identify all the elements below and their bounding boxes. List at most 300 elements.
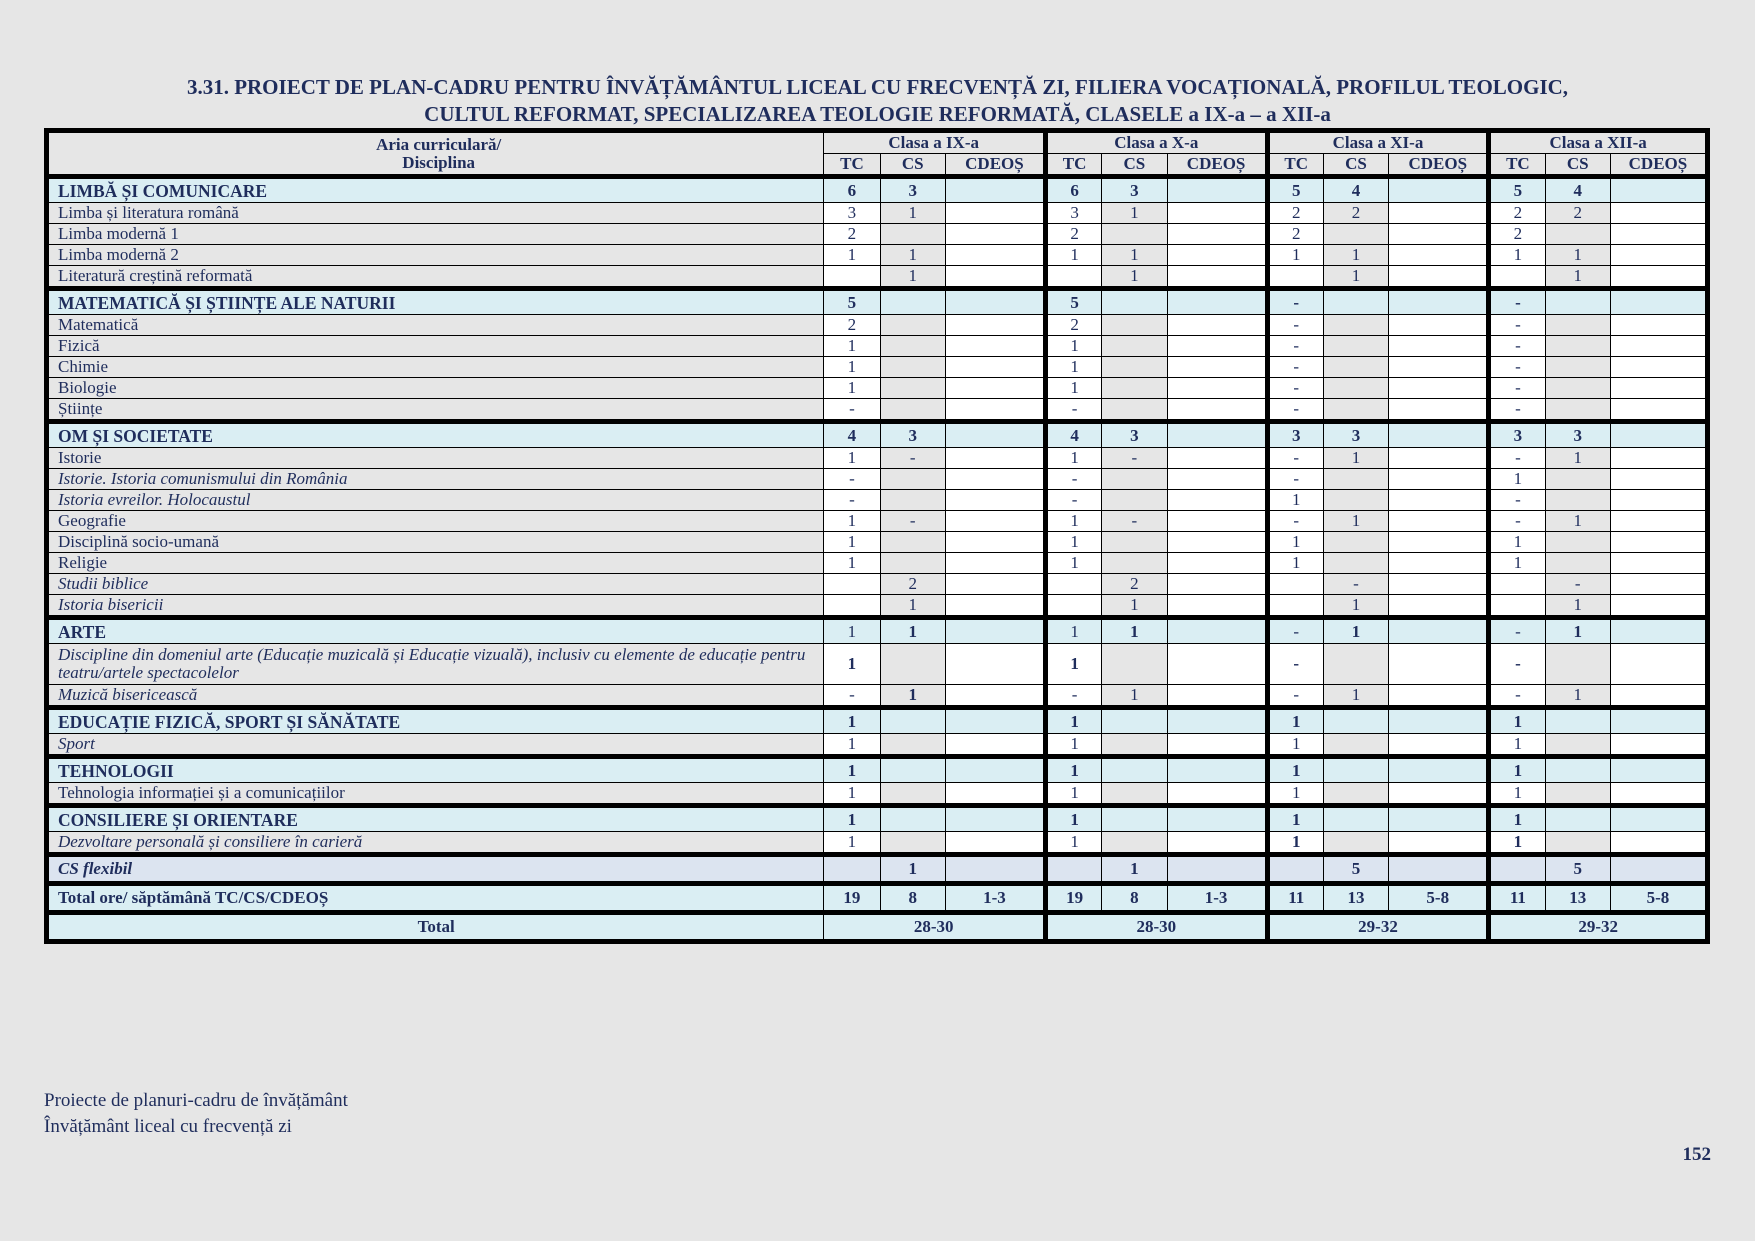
header-row-classes bbox=[47, 131, 1708, 154]
cell-tc bbox=[824, 574, 880, 595]
cell-cs bbox=[880, 336, 945, 357]
cell-cdeos bbox=[1167, 532, 1267, 553]
row-name: EDUCAȚIE FIZICĂ, SPORT ȘI SĂNĂTATE bbox=[47, 708, 824, 734]
cell-tc bbox=[1045, 574, 1101, 595]
cell-cdeos bbox=[1167, 315, 1267, 336]
cell-tc: - bbox=[824, 490, 880, 511]
cell-cdeos bbox=[1167, 757, 1267, 783]
cell-cdeos bbox=[1167, 336, 1267, 357]
row-name: Biologie bbox=[47, 378, 824, 399]
cell-cs: 3 bbox=[880, 422, 945, 448]
cell-cdeos bbox=[1167, 832, 1267, 855]
cell-cs: 1 bbox=[1102, 618, 1167, 644]
row-name: Disciplină socio-umană bbox=[47, 532, 824, 553]
cell-tc: 1 bbox=[1489, 553, 1545, 574]
cell-cs: 1 bbox=[1323, 245, 1388, 266]
cell-cdeos bbox=[1610, 553, 1707, 574]
cell-cdeos bbox=[1389, 245, 1489, 266]
cell-cdeos bbox=[1167, 490, 1267, 511]
cell-cs bbox=[1545, 708, 1610, 734]
cell-tc: - bbox=[1045, 399, 1101, 422]
cell-tc: - bbox=[1267, 511, 1323, 532]
cell-cdeos bbox=[1389, 595, 1489, 618]
cell-tc: 6 bbox=[1045, 177, 1101, 203]
cell-cdeos bbox=[945, 224, 1045, 245]
header-class-12: Clasa a XII-a bbox=[1489, 131, 1708, 154]
cell-cs: 1 bbox=[1323, 511, 1388, 532]
cell-cs: 1 bbox=[1102, 203, 1167, 224]
cell-cs: 8 bbox=[1102, 884, 1167, 913]
cell-tc: 1 bbox=[1489, 783, 1545, 806]
cell-cs bbox=[1102, 399, 1167, 422]
cell-cdeos bbox=[945, 783, 1045, 806]
cell-cdeos bbox=[1389, 855, 1489, 884]
discipline-row bbox=[47, 553, 1708, 574]
cell-tc: 1 bbox=[824, 832, 880, 855]
cell-cs: 1 bbox=[880, 266, 945, 289]
cell-tc: 3 bbox=[1489, 422, 1545, 448]
cell-tc: 11 bbox=[1267, 884, 1323, 913]
cell-tc: - bbox=[1045, 469, 1101, 490]
cell-cs: 1 bbox=[1102, 245, 1167, 266]
cell-cdeos bbox=[1167, 422, 1267, 448]
cell-cdeos bbox=[945, 177, 1045, 203]
cell-cs bbox=[1545, 757, 1610, 783]
cell-cs: 13 bbox=[1323, 884, 1388, 913]
cell-tc: - bbox=[1045, 685, 1101, 708]
cell-cs bbox=[1323, 806, 1388, 832]
cell-cdeos bbox=[1167, 511, 1267, 532]
discipline-row bbox=[47, 315, 1708, 336]
cell-cdeos bbox=[1389, 574, 1489, 595]
header-cdeos: CDEOȘ bbox=[945, 154, 1045, 177]
cell-cdeos bbox=[945, 595, 1045, 618]
cell-tc: - bbox=[1489, 618, 1545, 644]
cell-cs: 5 bbox=[1323, 855, 1388, 884]
cell-cs bbox=[1545, 532, 1610, 553]
cell-tc: 1 bbox=[1045, 448, 1101, 469]
cell-cs: 8 bbox=[880, 884, 945, 913]
cell-cs bbox=[1545, 832, 1610, 855]
cell-cdeos bbox=[1389, 177, 1489, 203]
cell-cdeos bbox=[1167, 266, 1267, 289]
cell-cs bbox=[1545, 315, 1610, 336]
cell-cdeos bbox=[1610, 177, 1707, 203]
cell-cs bbox=[1323, 734, 1388, 757]
header-discipline-label: Disciplina bbox=[402, 152, 476, 172]
row-name: Total bbox=[47, 913, 824, 942]
page-title bbox=[0, 74, 1755, 128]
cell-tc bbox=[1489, 266, 1545, 289]
cell-cs: 1 bbox=[880, 685, 945, 708]
cell-tc bbox=[1045, 595, 1101, 618]
cell-tc: 1 bbox=[1045, 644, 1101, 685]
cell-cdeos: 5-8 bbox=[1610, 884, 1707, 913]
cell-tc: - bbox=[1489, 644, 1545, 685]
row-name: Muzică bisericească bbox=[47, 685, 824, 708]
cell-cs bbox=[880, 783, 945, 806]
header-tc: TC bbox=[1489, 154, 1545, 177]
cell-cdeos bbox=[1167, 448, 1267, 469]
cell-cdeos bbox=[1610, 422, 1707, 448]
header-cdeos: CDEOȘ bbox=[1610, 154, 1707, 177]
cell-tc: 1 bbox=[1267, 532, 1323, 553]
cell-cs bbox=[1545, 469, 1610, 490]
cell-cdeos bbox=[1610, 832, 1707, 855]
row-name: Limba modernă 2 bbox=[47, 245, 824, 266]
cell-cs bbox=[1102, 336, 1167, 357]
cell-cs: 1 bbox=[1102, 855, 1167, 884]
cell-cs bbox=[1323, 644, 1388, 685]
discipline-row bbox=[47, 574, 1708, 595]
cell-cdeos bbox=[1610, 448, 1707, 469]
page-number: 152 bbox=[1682, 1144, 1711, 1165]
cell-cdeos bbox=[1167, 734, 1267, 757]
cell-cdeos bbox=[1167, 855, 1267, 884]
cell-cs bbox=[880, 315, 945, 336]
cell-cdeos bbox=[1389, 357, 1489, 378]
row-name: Limba și literatura română bbox=[47, 203, 824, 224]
cell-tc: 3 bbox=[1267, 422, 1323, 448]
cell-tc: 1 bbox=[1489, 757, 1545, 783]
title-line-1: 3.31. PROIECT DE PLAN-CADRU PENTRU ÎNVĂȚĂMÂNTUL LICEAL CU FRECVENȚĂ ZI, FILIERA VOCAȚIONALĂ, PROFILUL TEOLOGIC, bbox=[186, 75, 1569, 99]
cell-tc: - bbox=[1489, 685, 1545, 708]
cell-cs bbox=[1102, 734, 1167, 757]
cell-cdeos bbox=[1389, 757, 1489, 783]
cell-tc: - bbox=[1489, 378, 1545, 399]
cell-cs bbox=[880, 644, 945, 685]
cell-cdeos bbox=[1389, 832, 1489, 855]
row-name: Istorie bbox=[47, 448, 824, 469]
cell-cdeos bbox=[945, 532, 1045, 553]
cell-tc: - bbox=[1267, 399, 1323, 422]
area-row bbox=[47, 806, 1708, 832]
discipline-row bbox=[47, 490, 1708, 511]
cell-tc: - bbox=[1267, 644, 1323, 685]
cell-cs bbox=[1545, 357, 1610, 378]
row-name: Dezvoltare personală și consiliere în carieră bbox=[47, 832, 824, 855]
cell-cdeos bbox=[945, 336, 1045, 357]
cell-cs bbox=[1545, 644, 1610, 685]
cell-cdeos bbox=[1389, 490, 1489, 511]
cell-cs: 2 bbox=[880, 574, 945, 595]
cell-cs bbox=[1323, 224, 1388, 245]
cell-cdeos bbox=[1389, 399, 1489, 422]
cell-cdeos bbox=[945, 315, 1045, 336]
cell-cdeos bbox=[1167, 618, 1267, 644]
cell-tc: 1 bbox=[1045, 832, 1101, 855]
cell-tc bbox=[824, 855, 880, 884]
cell-cs bbox=[1323, 469, 1388, 490]
total-hours-row bbox=[47, 884, 1708, 913]
cell-tc: 1 bbox=[1267, 553, 1323, 574]
cell-cdeos bbox=[1389, 224, 1489, 245]
cell-cs: 1 bbox=[1102, 685, 1167, 708]
cell-cs bbox=[1323, 532, 1388, 553]
cell-total: 29-32 bbox=[1267, 913, 1489, 942]
cell-cs bbox=[1323, 378, 1388, 399]
row-name: Istoria bisericii bbox=[47, 595, 824, 618]
cell-tc: 1 bbox=[1045, 245, 1101, 266]
cell-tc bbox=[824, 595, 880, 618]
cell-cdeos bbox=[945, 378, 1045, 399]
cell-cs: 1 bbox=[880, 595, 945, 618]
cell-cs bbox=[1323, 783, 1388, 806]
cell-cdeos bbox=[945, 490, 1045, 511]
area-row bbox=[47, 177, 1708, 203]
row-name: Total ore/ săptămână TC/CS/CDEOȘ bbox=[47, 884, 824, 913]
cell-cs bbox=[1545, 490, 1610, 511]
cell-tc: - bbox=[1267, 378, 1323, 399]
cell-total: 28-30 bbox=[1045, 913, 1267, 942]
cell-cs: 1 bbox=[1323, 618, 1388, 644]
row-name: Tehnologia informației și a comunicațiilor bbox=[47, 783, 824, 806]
cell-tc: - bbox=[1267, 336, 1323, 357]
cell-cs bbox=[1102, 783, 1167, 806]
cell-cdeos bbox=[1610, 224, 1707, 245]
cell-tc: 1 bbox=[824, 378, 880, 399]
cell-cs bbox=[1545, 783, 1610, 806]
cell-cs: 1 bbox=[1323, 685, 1388, 708]
cell-cdeos: 1-3 bbox=[945, 884, 1045, 913]
cell-cs bbox=[1323, 490, 1388, 511]
header-class-11: Clasa a XI-a bbox=[1267, 131, 1489, 154]
cell-tc: 1 bbox=[824, 757, 880, 783]
cell-cs: 3 bbox=[880, 177, 945, 203]
cell-total: 28-30 bbox=[824, 913, 1046, 942]
cell-cs: 1 bbox=[1545, 511, 1610, 532]
cell-tc: 1 bbox=[824, 708, 880, 734]
row-name: Discipline din domeniul arte (Educație muzicală și Educație vizuală), inclusiv cu elemente de educație pentru teatru/artele spectacolelor bbox=[47, 644, 824, 685]
cell-tc bbox=[1489, 574, 1545, 595]
row-name: Istorie. Istoria comunismului din România bbox=[47, 469, 824, 490]
row-name: CONSILIERE ȘI ORIENTARE bbox=[47, 806, 824, 832]
cell-cs bbox=[1545, 336, 1610, 357]
area-row bbox=[47, 422, 1708, 448]
cell-tc: - bbox=[1267, 685, 1323, 708]
cell-tc: 1 bbox=[1489, 832, 1545, 855]
cell-cdeos bbox=[1389, 806, 1489, 832]
cell-tc: - bbox=[1489, 399, 1545, 422]
cell-cs bbox=[1102, 832, 1167, 855]
cell-cdeos bbox=[945, 553, 1045, 574]
cell-cdeos bbox=[1610, 855, 1707, 884]
cell-tc bbox=[1489, 595, 1545, 618]
cell-cdeos bbox=[1167, 378, 1267, 399]
cell-cs: - bbox=[880, 511, 945, 532]
cell-cs: 1 bbox=[1545, 448, 1610, 469]
cell-cdeos bbox=[1167, 783, 1267, 806]
cell-cdeos: 5-8 bbox=[1389, 884, 1489, 913]
cell-cs bbox=[1102, 708, 1167, 734]
cell-cdeos bbox=[1167, 177, 1267, 203]
cell-tc: 3 bbox=[1045, 203, 1101, 224]
discipline-row bbox=[47, 783, 1708, 806]
area-row bbox=[47, 289, 1708, 315]
cell-cdeos bbox=[945, 685, 1045, 708]
cell-tc: - bbox=[1489, 336, 1545, 357]
cell-cdeos bbox=[1610, 399, 1707, 422]
cell-tc: 1 bbox=[824, 245, 880, 266]
title-line-2: CULTUL REFORMAT, SPECIALIZAREA TEOLOGIE REFORMATĂ, CLASELE a IX-a – a XII-a bbox=[424, 102, 1331, 126]
cell-cs bbox=[1545, 806, 1610, 832]
cell-cdeos bbox=[945, 203, 1045, 224]
cell-tc: 1 bbox=[824, 806, 880, 832]
curriculum-table bbox=[44, 128, 1710, 944]
cell-tc: 5 bbox=[824, 289, 880, 315]
row-name: Religie bbox=[47, 553, 824, 574]
header-cs: CS bbox=[1102, 154, 1167, 177]
cell-cs: - bbox=[1545, 574, 1610, 595]
cell-tc: - bbox=[824, 685, 880, 708]
cell-cs: 1 bbox=[1323, 266, 1388, 289]
cell-tc: 1 bbox=[1267, 245, 1323, 266]
cell-cdeos bbox=[1167, 357, 1267, 378]
cell-cs: 1 bbox=[1102, 595, 1167, 618]
cell-cdeos bbox=[1610, 685, 1707, 708]
cell-tc: 4 bbox=[824, 422, 880, 448]
row-name: Chimie bbox=[47, 357, 824, 378]
discipline-row bbox=[47, 266, 1708, 289]
cell-cdeos bbox=[945, 644, 1045, 685]
cell-cdeos bbox=[1610, 490, 1707, 511]
cell-tc: - bbox=[1489, 490, 1545, 511]
cell-cdeos bbox=[1389, 422, 1489, 448]
cell-tc: 2 bbox=[824, 315, 880, 336]
discipline-row bbox=[47, 532, 1708, 553]
cell-cs bbox=[1102, 469, 1167, 490]
cell-cdeos bbox=[1610, 245, 1707, 266]
cell-cs bbox=[880, 553, 945, 574]
header-tc: TC bbox=[1045, 154, 1101, 177]
cell-cdeos bbox=[945, 855, 1045, 884]
discipline-row bbox=[47, 224, 1708, 245]
cell-tc: 2 bbox=[1267, 203, 1323, 224]
cell-tc: - bbox=[1267, 448, 1323, 469]
cell-cdeos bbox=[945, 266, 1045, 289]
cell-cdeos bbox=[945, 469, 1045, 490]
cell-cs bbox=[1102, 806, 1167, 832]
cell-cs: 1 bbox=[1323, 448, 1388, 469]
cell-tc bbox=[1267, 595, 1323, 618]
cell-cdeos bbox=[1389, 448, 1489, 469]
header-class-9: Clasa a IX-a bbox=[824, 131, 1046, 154]
cell-cs: 1 bbox=[1102, 266, 1167, 289]
discipline-row bbox=[47, 734, 1708, 757]
cell-cs: 13 bbox=[1545, 884, 1610, 913]
cell-cdeos bbox=[1389, 532, 1489, 553]
cell-cs bbox=[1102, 532, 1167, 553]
cell-cs: 1 bbox=[880, 855, 945, 884]
footer-line-1: Proiecte de planuri-cadru de învățământ bbox=[44, 1090, 348, 1111]
grand-total-row bbox=[47, 913, 1708, 942]
cell-cdeos bbox=[1389, 618, 1489, 644]
cell-tc: 1 bbox=[1489, 245, 1545, 266]
cell-tc: 3 bbox=[824, 203, 880, 224]
cell-tc: 1 bbox=[1045, 757, 1101, 783]
cs-flexibil-row bbox=[47, 855, 1708, 884]
cell-cdeos bbox=[1167, 399, 1267, 422]
cell-cs bbox=[880, 289, 945, 315]
cell-cs bbox=[1102, 490, 1167, 511]
row-name: OM ȘI SOCIETATE bbox=[47, 422, 824, 448]
cell-tc: 5 bbox=[1267, 177, 1323, 203]
cell-cs bbox=[1323, 336, 1388, 357]
cell-tc: - bbox=[1267, 469, 1323, 490]
cell-tc: 1 bbox=[824, 618, 880, 644]
cell-tc: 1 bbox=[1489, 469, 1545, 490]
cell-cdeos bbox=[1167, 469, 1267, 490]
cell-tc: 1 bbox=[1267, 783, 1323, 806]
cell-tc: 1 bbox=[824, 357, 880, 378]
cell-tc: - bbox=[1267, 618, 1323, 644]
cell-cs: - bbox=[1323, 574, 1388, 595]
cell-tc bbox=[1267, 855, 1323, 884]
row-name: CS flexibil bbox=[47, 855, 824, 884]
cell-cdeos bbox=[1610, 574, 1707, 595]
row-name: Sport bbox=[47, 734, 824, 757]
discipline-row bbox=[47, 685, 1708, 708]
cell-tc: 1 bbox=[1045, 553, 1101, 574]
cell-cs: 2 bbox=[1545, 203, 1610, 224]
cell-cs: 1 bbox=[1545, 245, 1610, 266]
cell-tc: 11 bbox=[1489, 884, 1545, 913]
cell-cdeos bbox=[945, 448, 1045, 469]
cell-cs bbox=[1102, 757, 1167, 783]
cell-tc: 1 bbox=[1045, 806, 1101, 832]
cell-cs: 1 bbox=[880, 618, 945, 644]
cell-tc bbox=[1267, 574, 1323, 595]
cell-cdeos bbox=[1610, 357, 1707, 378]
cell-cdeos bbox=[945, 289, 1045, 315]
cell-cdeos bbox=[945, 357, 1045, 378]
row-name: LIMBĂ ȘI COMUNICARE bbox=[47, 177, 824, 203]
cell-tc: - bbox=[1489, 357, 1545, 378]
cell-cdeos bbox=[1167, 806, 1267, 832]
cell-cdeos bbox=[1167, 289, 1267, 315]
cell-cs bbox=[1323, 357, 1388, 378]
cell-cdeos bbox=[1389, 708, 1489, 734]
row-name: MATEMATICĂ ȘI ȘTIINȚE ALE NATURII bbox=[47, 289, 824, 315]
discipline-row bbox=[47, 399, 1708, 422]
cell-cdeos bbox=[945, 511, 1045, 532]
cell-tc bbox=[1267, 266, 1323, 289]
row-name: Literatură creștină reformată bbox=[47, 266, 824, 289]
cell-tc: 5 bbox=[1045, 289, 1101, 315]
cell-cs: 5 bbox=[1545, 855, 1610, 884]
cell-cs: - bbox=[1102, 511, 1167, 532]
cell-cdeos bbox=[1389, 511, 1489, 532]
cell-tc bbox=[1045, 855, 1101, 884]
cell-cs: 3 bbox=[1323, 422, 1388, 448]
cell-tc: 2 bbox=[824, 224, 880, 245]
discipline-row bbox=[47, 357, 1708, 378]
discipline-row bbox=[47, 336, 1708, 357]
discipline-row bbox=[47, 448, 1708, 469]
cell-cs: 1 bbox=[880, 203, 945, 224]
cell-cdeos bbox=[1389, 315, 1489, 336]
cell-tc: 4 bbox=[1045, 422, 1101, 448]
discipline-row bbox=[47, 469, 1708, 490]
area-row bbox=[47, 708, 1708, 734]
cell-cdeos bbox=[1610, 203, 1707, 224]
cell-tc: 1 bbox=[1489, 734, 1545, 757]
discipline-row bbox=[47, 378, 1708, 399]
cell-cs bbox=[1545, 553, 1610, 574]
cell-cdeos bbox=[1610, 618, 1707, 644]
cell-cs: 2 bbox=[1323, 203, 1388, 224]
cell-tc: - bbox=[1267, 289, 1323, 315]
